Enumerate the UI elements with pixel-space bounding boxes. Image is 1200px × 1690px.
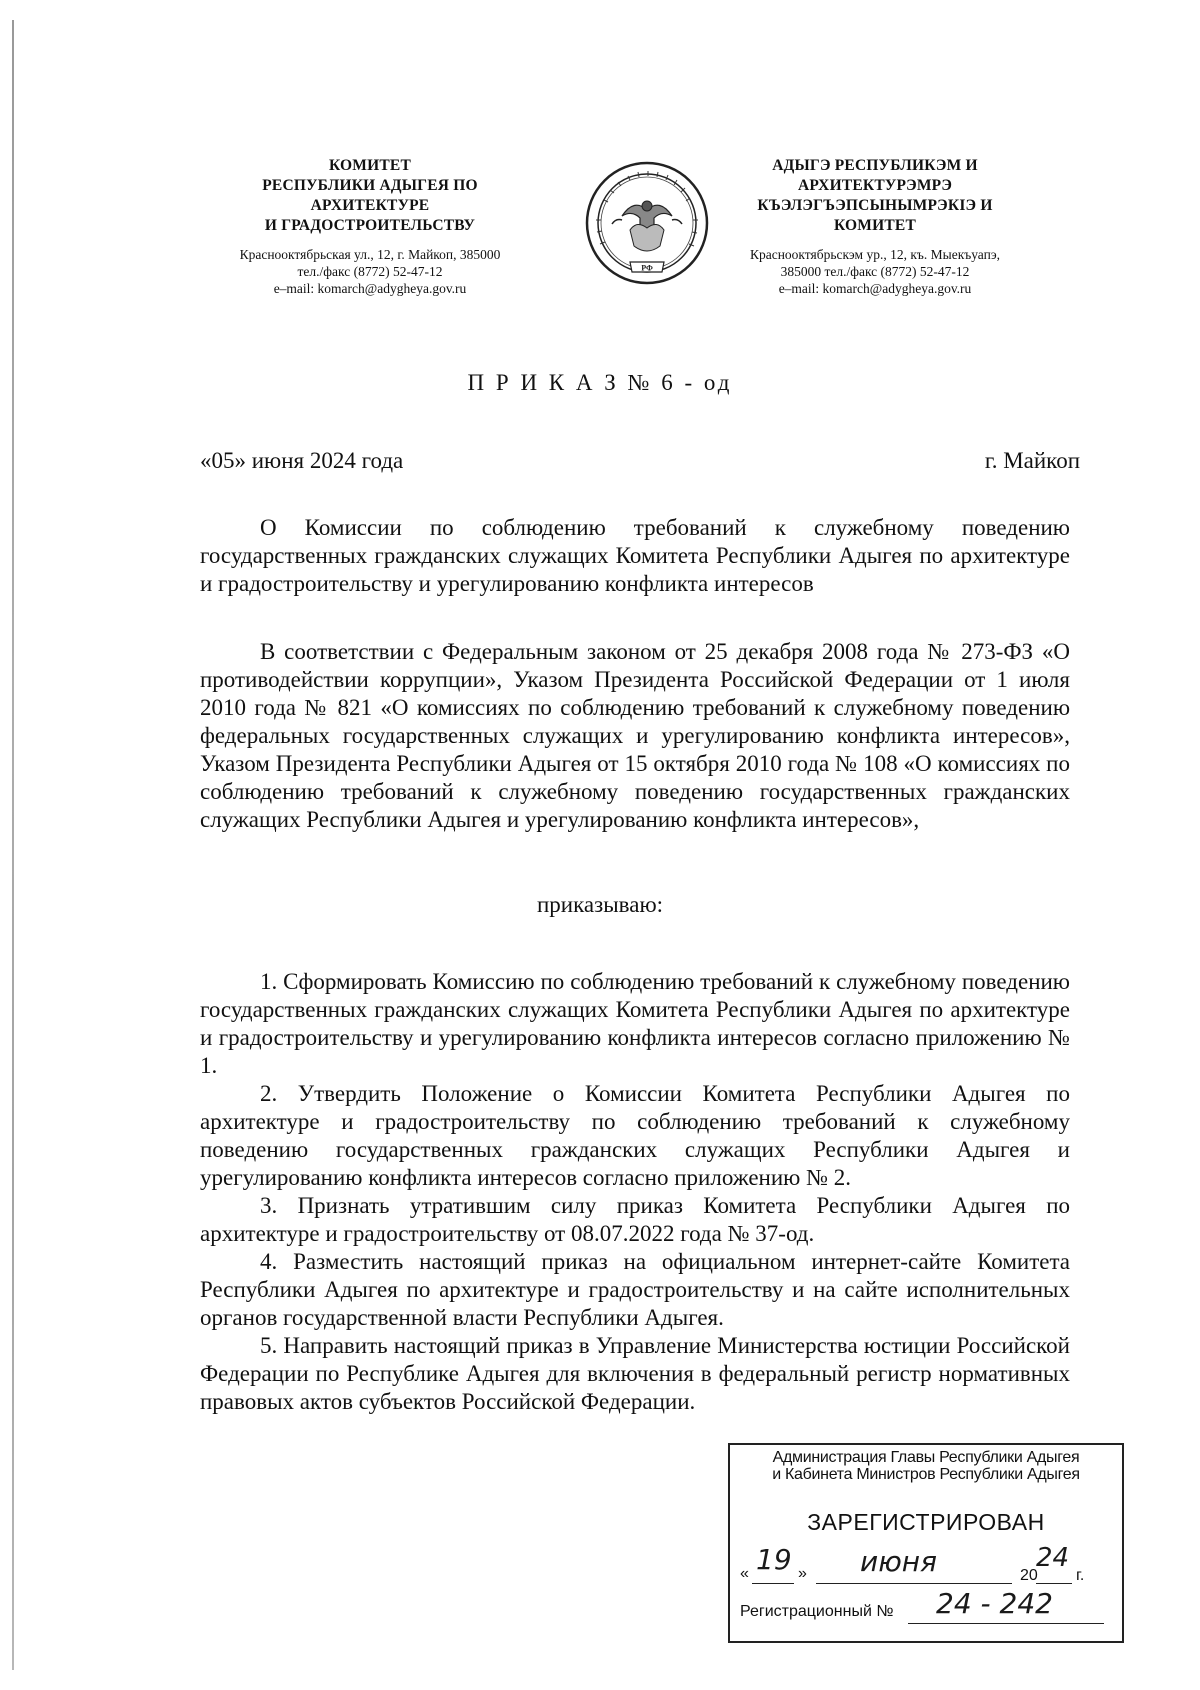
org-name-russian: КОМИТЕТ РЕСПУБЛИКИ АДЫГЕЯ ПО АРХИТЕКТУРЕ И ГРАДОСТРОИТЕЛЬСТВУ (262, 157, 478, 234)
stamp-reg-label: Регистрационный № (740, 1603, 894, 1620)
order-subject: О Комиссии по соблюдению требований к служебному поведению государственных гражданских служащих Комитета Республики Адыгея по архитектуре и градостроительству и урегулированию конфликта интересов (200, 515, 1070, 596)
coat-of-arms-emblem-icon (582, 158, 712, 288)
order-item-3: 3. Признать утратившим силу приказ Комитета Республики Адыгея по архитектуре и градостроительству от 08.07.2022 года № 37-од. (200, 1193, 1070, 1246)
order-items (200, 968, 1070, 1416)
order-item-1: 1. Сформировать Комиссию по соблюдению требований к служебному поведению государственных гражданских служащих Комитета Республики Адыгея по архитектуре и градостроительству и урегулированию конфликта интересов согласно приложению № 1. (200, 969, 1070, 1078)
header-left (200, 156, 540, 297)
stamp-date (740, 1543, 1112, 1589)
stamp-year-line (1036, 1559, 1072, 1584)
scan-edge (12, 20, 14, 1670)
order-item-2: 2. Утвердить Положение о Комиссии Комитета Республики Адыгея по архитектуре и градостроительству по соблюдению требований к служебному поведению государственных гражданских служащих Республики Адыгея и урегулированию конфликта интересов согласно приложению № 2. (200, 1081, 1070, 1190)
org-address-adyghe: Краснооктябрьскэм ур., 12, къ. Мыекъуапэ, 385000 тел./факс (8772) 52-47-12 e–mail: komarch@adygheya.gov.ru (749, 247, 1001, 296)
order-item-5: 5. Направить настоящий приказ в Управление Министерства юстиции Российской Федерации по Республике Адыгея для включения в федеральный регистр нормативных правовых актов субъектов Российской Федерации. (200, 1333, 1070, 1414)
header-right (710, 156, 1040, 297)
org-name-adyghe: АДЫГЭ РЕСПУБЛИКЭМ И АРХИТЕКТУРЭМРЭ КЪЭЛЭГЪЭПСЫНЫМРЭКIЭ И КОМИТЕТ (757, 157, 993, 234)
stamp-close-quote: » (798, 1565, 807, 1582)
stamp-day: 19 (756, 1543, 792, 1576)
stamp-reg-number: 24 - 242 (936, 1587, 1053, 1620)
stamp-year-mark: г. (1076, 1567, 1085, 1584)
stamp-registration (740, 1587, 1112, 1621)
stamp-organization: Администрация Главы Республики Адыгея и Кабинета Министров Республики Адыгея (772, 1449, 1080, 1483)
stamp-year-suffix: 24 (1036, 1543, 1070, 1573)
svg-text:РФ: РФ (641, 263, 653, 273)
stamp-open-quote: « (740, 1565, 749, 1582)
stamp-status: ЗАРЕГИСТРИРОВАН (807, 1509, 1045, 1535)
order-item-4: 4. Разместить настоящий приказ на официальном интернет-сайте Комитета Республики Адыгея по архитектуре и градостроительству и на сайте исполнительных органов государственной власти Республики Адыгея. (200, 1249, 1070, 1330)
date-line (200, 448, 1080, 474)
order-city: г. Майкоп (984, 448, 1080, 473)
order-title: П Р И К А З № 6 - од (467, 370, 733, 395)
order-date: «05» июня 2024 года (200, 448, 404, 473)
org-address-russian: Краснооктябрьская ул., 12, г. Майкоп, 385000 тел./факс (8772) 52-47-12 e–mail: komarch@adygheya.gov.ru (239, 247, 501, 296)
registration-stamp (728, 1443, 1124, 1643)
order-preamble: В соответствии с Федеральным законом от 25 декабря 2008 года № 273-ФЗ «О противодействии коррупции», Указом Президента Российской Федерации от 1 июля 2010 года № 821 «О комиссиях по соблюдению требований к служебному поведению федеральных государственных служащих и урегулированию конфликта интересов», Указом Президента Республики Адыгея от 15 октября 2010 года № 108 «О комиссиях по соблюдению требований к служебному поведению государственных гражданских служащих Республики Адыгея и урегулированию конфликта интересов», (200, 639, 1070, 832)
order-word: приказываю: (536, 892, 664, 917)
stamp-year-prefix: 20 (1020, 1567, 1038, 1584)
stamp-month: июня (860, 1545, 937, 1578)
